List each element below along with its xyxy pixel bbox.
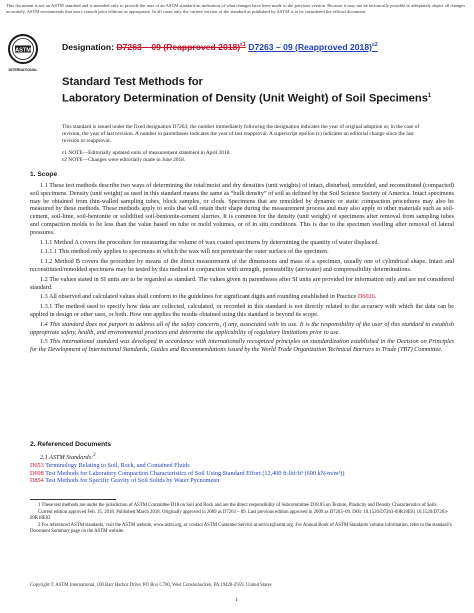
designation-new: D7263 – 09 (Reapproved 2018)$^{\varepsilon 2}$ bbox=[248, 42, 378, 52]
change-e2: ε2 NOTE—Changes were editorially made in June 2018. bbox=[62, 156, 186, 163]
astm-standards-subheading: 2.1 ASTM Standards:$^2$ bbox=[40, 452, 96, 462]
document-title bbox=[62, 76, 442, 106]
reference-code[interactable]: D698 bbox=[30, 469, 44, 477]
designation-label: Designation: bbox=[62, 42, 115, 52]
reference-item[interactable] bbox=[30, 470, 454, 478]
reference-title[interactable]: Terminology Relating to Soil, Rock, and Contained Fluids bbox=[45, 461, 190, 469]
footnote-1: 1 These test methods are under the jurisdiction of ASTM Committee D18 on Soil and Rock and are the direct responsibility of Subcommittee D18.03 on Texture, Plasticity and Density Characteristics of Soils. bbox=[38, 503, 438, 508]
scope-1-1: 1.1 These test methods describe two ways of determining the total/moist and dry densities (unit weights) of intact, disturbed, remolded, and reconstituted (compacted) soil specimens. Density (unit weight) as used in this standard means the same as “bulk density” of soil as defined by the Soil Science Society of America. Intact specimens may be obtained from thin-walled sampling tubes, block samples, or clods. Specimens that are remolded by dynamic or static compaction procedures may also be measured by these methods. These methods apply to soils that will retain their shape during the measurement process and may also apply to other materials such as soil-cement, soil-lime, soil-bentonite or solidified soil-bentonite-cement slurries. It is common for the density (unit weight) of specimens after removal from sampling tubes and compaction molds to be less than the value based on tube or mold volumes, or of in situ conditions. This is due to the specimen swelling after removal of lateral pressures. bbox=[30, 182, 454, 236]
change-e1: ε1 NOTE—Editorially updated units of measurement statement in April 2018. bbox=[62, 150, 231, 156]
scope-1-2: 1.2 The values stated in SI units are to be regarded as standard. The values given in parentheses after SI units are provided for information only and are not considered standard. bbox=[30, 275, 454, 291]
reference-title[interactable]: Test Methods for Laboratory Compaction Characteristics of Soil Using Standard Effort (12,400 ft-lbf/ft³ (600 kN-m/m³)) bbox=[45, 469, 345, 477]
reference-item[interactable] bbox=[30, 477, 454, 485]
scope-1-1-1: 1.1.1 Method A covers the procedure for measuring the volume of wax coated specimens by determining the quantity of water displaced. bbox=[40, 238, 380, 246]
reference-code[interactable]: D653 bbox=[30, 461, 44, 469]
title-line-2: Laboratory Determination of Density (Unit Weight) of Soil Specimens$^1$ bbox=[62, 92, 432, 105]
change-notice: This document is not an ASTM standard and is intended only to provide the user of an ASTM standard an indication of what changes have been made to the previous version. Because it may not be technically possible to adequately depict all changes accurately, ASTM recommends that users consult prior editions as appropriate. In all cases only the current version of the standard as published by ASTM is to be considered the official document. bbox=[6, 3, 466, 14]
footnote-2: 2 For referenced ASTM standards, visit the ASTM website, www.astm.org, or contact ASTM Customer Service at service@astm.org. For Annual Book of ASTM Standards volume information, refer to the standard’s Document Summary page on the ASTM website. bbox=[30, 523, 452, 535]
designation-old: D7263 – 09 (Reapproved 2018)$^{\varepsilon 1}$ bbox=[116, 42, 246, 52]
reference-code[interactable]: D854 bbox=[30, 477, 44, 485]
scope-1-1-1-1: 1.1.1.1 This method only applies to specimens in which the wax will not penetrate the outer surface of the specimen. bbox=[40, 248, 329, 256]
scope-1-4: 1.4 This standard does not purport to address all of the safety concerns, if any, associated with its use. It is the responsibility of the user of this standard to establish appropriate safety, health, and environmental practices and determine the applicability of regulatory limitations prior to use. bbox=[30, 320, 454, 336]
scope-1-3-1: 1.3.1 The method used to specify how data are collected, calculated, or recorded in this standard is not directly related to the accuracy with which the data can be applied in design or other uses, or both. How one applies the results obtained using this standard is beyond its scope. bbox=[30, 303, 454, 318]
page-number: 1 bbox=[235, 597, 238, 603]
references-section bbox=[30, 452, 454, 485]
practice-d6026-link[interactable]: D6026 bbox=[357, 293, 375, 301]
reference-title[interactable]: Test Methods for Specific Gravity of Soil Solids by Water Pycnometer bbox=[45, 477, 220, 485]
scope-heading: 1. Scope bbox=[30, 171, 58, 178]
standard-issued-note: This standard is issued under the fixed designation D7263; the number immediately following the designation indicates the year of original adoption or, in the case of revision, the year of last revision. A number in parentheses indicates the year of last reapproval. A superscript epsilon (ε) indicates an editorial change since the last revision or reapproval. bbox=[62, 124, 420, 144]
scope-1-5: 1.5 This international standard was developed in accordance with internationally recognized principles on standardization established in the Decision on Principles for the Development of International Standards, Guides and Recommendations issued by the World Trade Organization Technical Barriers to Trade (TBT) Committee. bbox=[30, 338, 454, 354]
references-heading: 2. Referenced Documents bbox=[30, 441, 111, 448]
scope-1-3: 1.3 All observed and calculated values shall conform to the guidelines for significant digits and rounding established in Practice D6026. bbox=[40, 293, 377, 301]
designation-line bbox=[62, 42, 470, 52]
scope-section bbox=[30, 182, 454, 356]
footnote-divider bbox=[30, 499, 116, 500]
svg-text:ASTM: ASTM bbox=[15, 47, 31, 54]
astm-logo bbox=[6, 32, 40, 74]
astm-logo-icon bbox=[6, 32, 40, 74]
title-line-1: Standard Test Methods for bbox=[62, 76, 203, 88]
editorial-changes bbox=[62, 150, 422, 164]
copyright-line: Copyright © ASTM International, 100 Barr Harbor Drive, PO Box C700, West Conshohocken, PA 19428-2959. United States bbox=[30, 583, 272, 588]
footnote-1-edition: Current edition approved Feb. 15, 2018. Published March 2018. Originally approved in 2009 as D7263 – 09. Last previous edition approved in 2009 as D7263–09. DOI: 10.1520/D7263-09R18E01 10.1520/D7263-09R18E02 bbox=[30, 510, 449, 522]
footnotes bbox=[30, 503, 454, 536]
scope-1-1-2: 1.1.2 Method B covers the procedure by means of the direct measurement of the dimensions and mass of a specimen, usually one of cylindrical shape. Intact and reconstituted/remolded specimens may be tested by this method in conjunction with strength, permeability (air/water) and compressibility determinations. bbox=[30, 258, 454, 273]
svg-text:INTERNATIONAL: INTERNATIONAL bbox=[8, 68, 38, 72]
reference-item[interactable] bbox=[30, 462, 454, 470]
